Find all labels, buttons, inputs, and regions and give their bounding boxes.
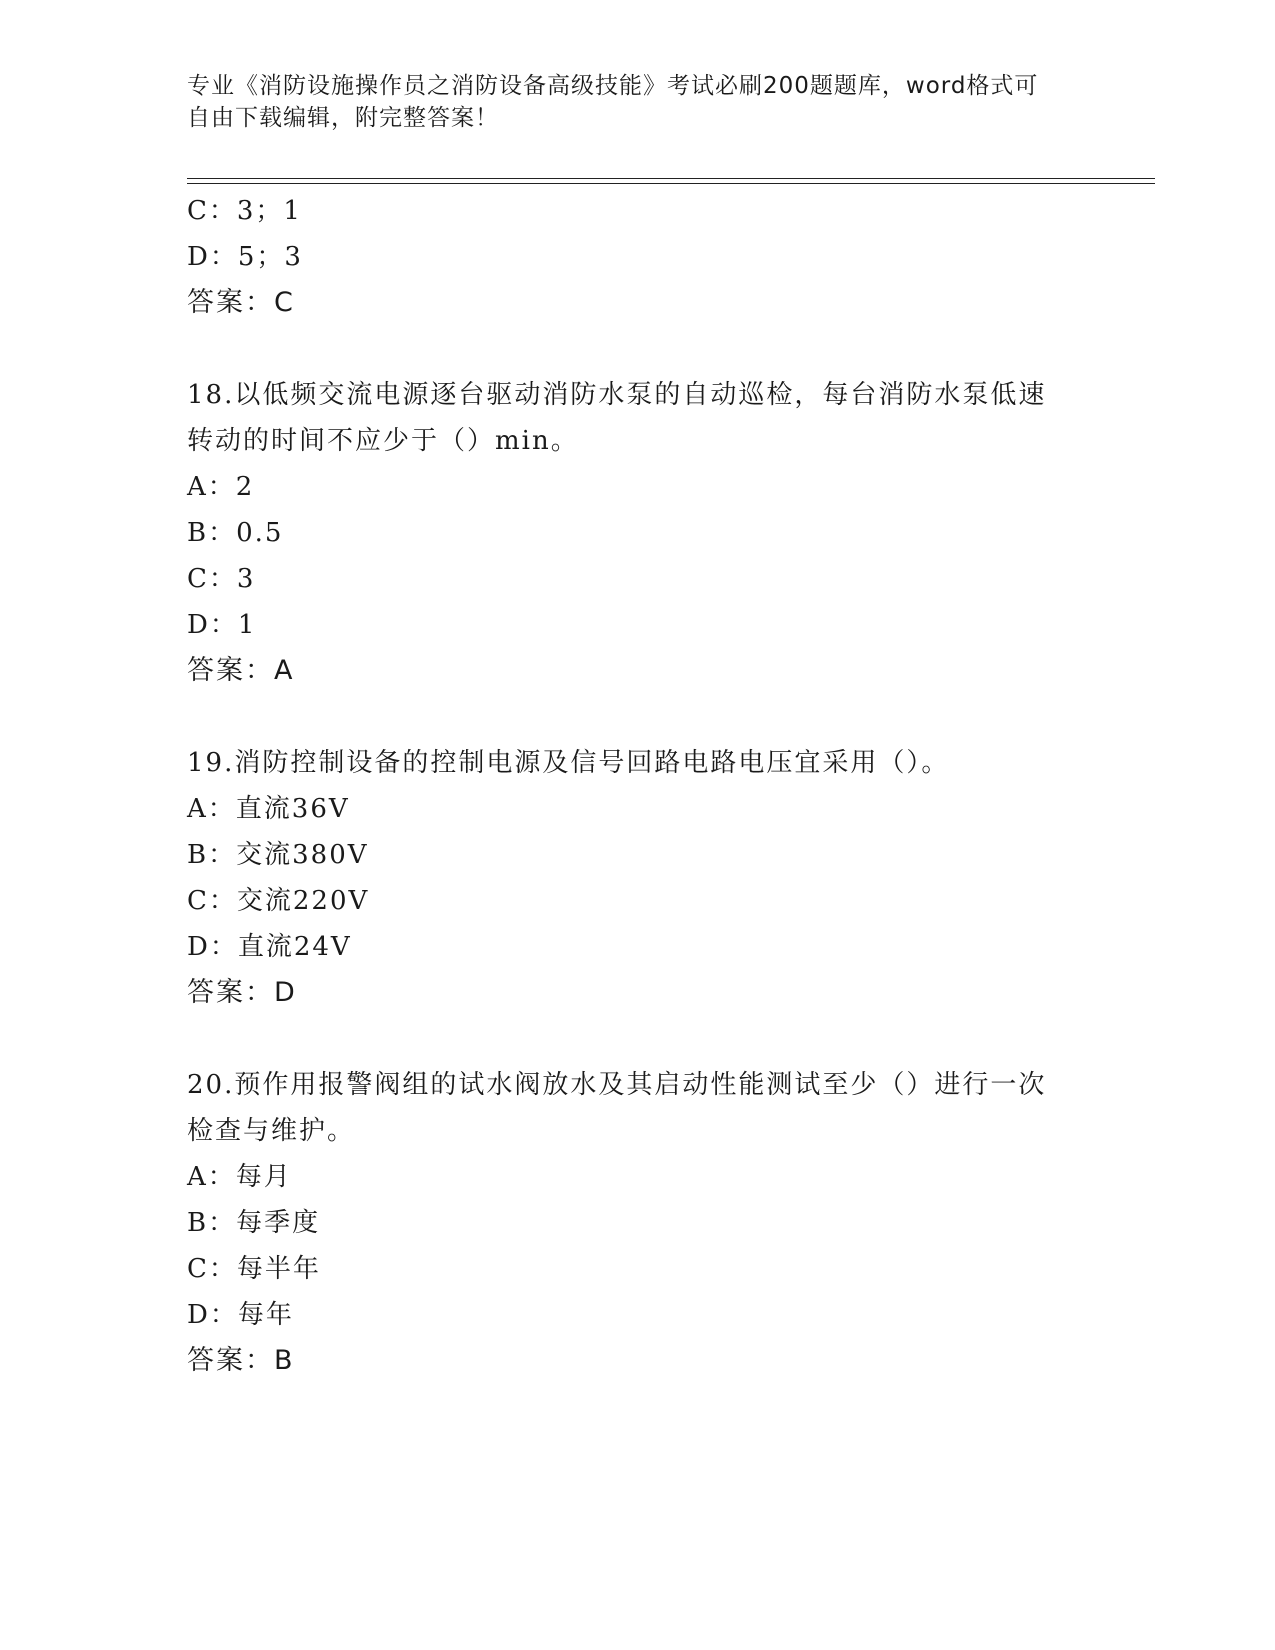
question-18	[187, 372, 1087, 694]
header-divider-bottom	[187, 183, 1155, 184]
question-stem-line-2: 转动的时间不应少于（）min。	[187, 426, 579, 456]
question-20	[187, 1062, 1087, 1384]
option-a: A：直流36V	[187, 794, 350, 824]
question-stem-line-1: 20.预作用报警阀组的试水阀放水及其启动性能测试至少（）进行一次	[187, 1070, 1047, 1100]
answer-line: 答案：C	[187, 287, 295, 318]
header-divider-top	[187, 178, 1155, 179]
answer-line: 答案：D	[187, 977, 297, 1008]
spacer	[187, 1016, 1087, 1062]
page-header	[187, 70, 1087, 134]
option-c: C：3	[187, 564, 256, 594]
option-d: D：1	[187, 610, 257, 640]
option-c: C：交流220V	[187, 886, 370, 916]
option-c: C：每半年	[187, 1254, 321, 1284]
option-d: D：直流24V	[187, 932, 352, 962]
option-b: B：每季度	[187, 1208, 321, 1238]
option-d: D：5；3	[187, 242, 303, 272]
answer-line: 答案：A	[187, 655, 295, 686]
header-title-line-2: 自由下载编辑，附完整答案！	[187, 105, 499, 131]
question-17-continued	[187, 188, 1087, 326]
option-c: C：3；1	[187, 196, 302, 226]
question-stem-line-2: 检查与维护。	[187, 1116, 356, 1146]
answer-line: 答案：B	[187, 1345, 295, 1376]
option-a: A：每月	[187, 1162, 292, 1192]
question-stem-line-1: 18.以低频交流电源逐台驱动消防水泵的自动巡检，每台消防水泵低速	[187, 380, 1047, 410]
question-19	[187, 740, 1087, 1016]
header-title-line-1: 专业《消防设施操作员之消防设备高级技能》考试必刷200题题库，word格式可	[187, 73, 1039, 99]
option-d: D：每年	[187, 1300, 294, 1330]
option-b: B：0.5	[187, 518, 284, 548]
spacer	[187, 326, 1087, 372]
question-list	[187, 188, 1087, 1384]
option-b: B：交流380V	[187, 840, 369, 870]
option-a: A：2	[187, 472, 255, 502]
spacer	[187, 694, 1087, 740]
question-stem-line-1: 19.消防控制设备的控制电源及信号回路电路电压宜采用（）。	[187, 748, 950, 778]
